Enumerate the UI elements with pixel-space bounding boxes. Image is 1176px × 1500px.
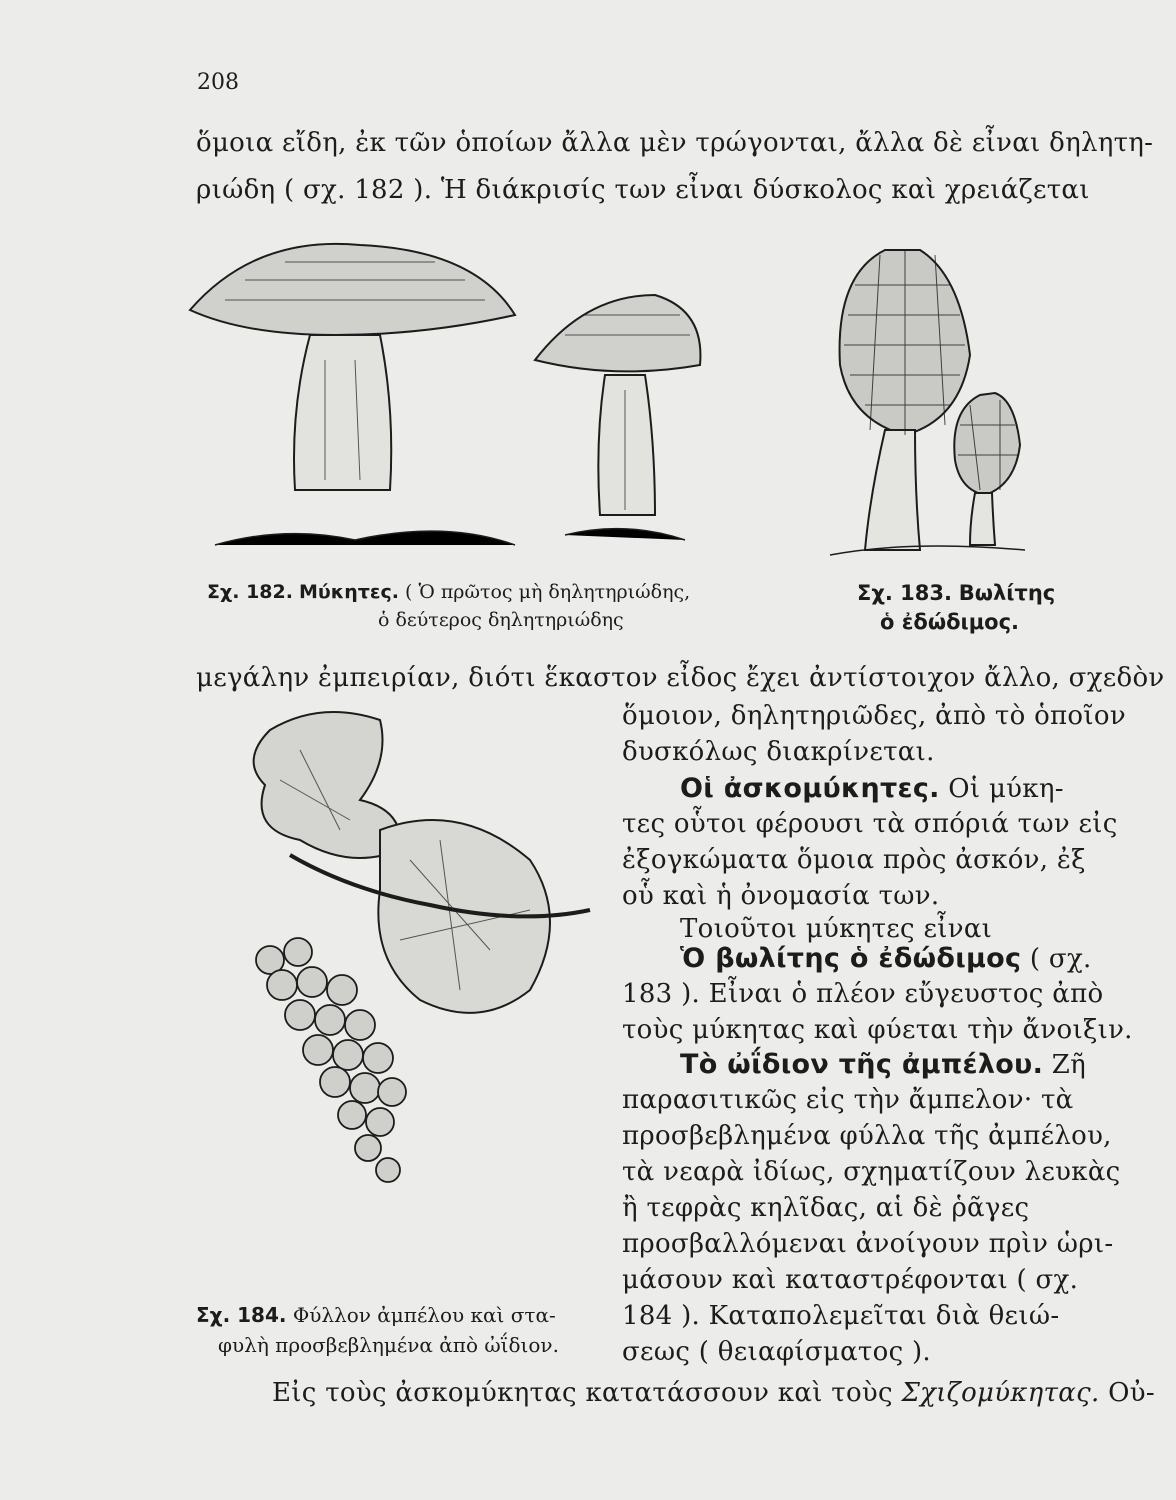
text-line-14 bbox=[680, 1049, 1086, 1080]
text-line-17: τὰ νεαρὰ ἰδίως, σχηματίζουν λευκὰς bbox=[622, 1157, 1121, 1187]
text-line-3: μεγάλην ἐμπειρίαν, διότι ἕκαστον εἶδος ἔχει ἀντίστοιχον ἄλλο, σχεδὸν bbox=[196, 663, 1165, 693]
text-line-12: 183 ). Εἶναι ὁ πλέον εὔγευστος ἀπὸ bbox=[622, 979, 1104, 1009]
figure-183-caption bbox=[857, 581, 1055, 605]
figure-182-label: Σχ. 182. bbox=[207, 581, 293, 603]
grape-leaf-illustration bbox=[230, 690, 615, 1210]
figure-184-label: Σχ. 184. bbox=[196, 1303, 287, 1327]
text-line-15: παρασιτικῶς εἰς τὴν ἄμπελον· τὰ bbox=[622, 1085, 1074, 1115]
text-line-10: Τοιοῦτοι μύκητες εἶναι bbox=[680, 914, 993, 944]
text-line-6-tail: Οἱ μύκη- bbox=[948, 774, 1064, 804]
text-line-18: ἢ τεφρὰς κηλῖδας, αἱ δὲ ῥᾶγες bbox=[622, 1193, 1030, 1223]
heading-oidium: Τὸ ὠΐδιον τῆς ἀμπέλου. bbox=[680, 1049, 1044, 1080]
text-line-13: τοὺς μύκητας καὶ φύεται τὴν ἄνοιξιν. bbox=[622, 1015, 1133, 1045]
figure-182-desc-2: ὁ δεύτερος δηλητηριώδης bbox=[378, 609, 624, 631]
text-line-11 bbox=[680, 943, 1092, 974]
text-line-22: σεως ( θειαφίσματος ). bbox=[622, 1337, 932, 1367]
morel-illustration bbox=[810, 245, 1035, 570]
figure-182-desc-1: ( Ὁ πρῶτος μὴ δηλητηριώδης, bbox=[405, 581, 691, 603]
text-line-19: προσβαλλόμεναι ἀνοίγουν πρὶν ὡρι- bbox=[622, 1229, 1114, 1259]
page-number: 208 bbox=[197, 70, 239, 95]
text-line-4: ὅμοιον, δηλητηριῶδες, ἀπὸ τὸ ὁποῖον bbox=[622, 701, 1126, 731]
text-line-last-c: Οὐ- bbox=[1108, 1378, 1155, 1408]
text-line-16: προσβεβλημένα φύλλα τῆς ἀμπέλου, bbox=[622, 1121, 1112, 1151]
figure-182-title: Μύκητες. bbox=[299, 581, 399, 603]
mushrooms-illustration bbox=[185, 240, 705, 560]
text-line-11-tail: ( σχ. bbox=[1029, 944, 1092, 974]
figure-184-caption bbox=[196, 1303, 556, 1327]
text-line-20: μάσουν καὶ καταστρέφονται ( σχ. bbox=[622, 1265, 1079, 1295]
text-line-6 bbox=[680, 773, 1064, 804]
text-line-last-a: Εἰς τοὺς ἀσκομύκητας κατατάσσουν καὶ τοὺς bbox=[272, 1378, 893, 1408]
text-line-7: τες οὗτοι φέρουσι τὰ σπόριά των εἰς bbox=[622, 809, 1118, 839]
figure-183-title: Βωλίτης bbox=[958, 581, 1056, 605]
figure-183-label: Σχ. 183. bbox=[857, 581, 952, 605]
text-line-2: ριώδη ( σχ. 182 ). Ἡ διάκρισίς των εἶναι δύσκολος καὶ χρειάζεται bbox=[196, 175, 1090, 205]
figure-184-desc-2: φυλὴ προσβεβλημένα ἀπὸ ὠΐδιον. bbox=[218, 1333, 559, 1357]
schizomycetes-term: Σχιζομύκητας. bbox=[901, 1378, 1100, 1408]
text-line-9: οὗ καὶ ἡ ὀνομασία των. bbox=[622, 881, 940, 911]
text-line-1: ὅμοια εἴδη, ἐκ τῶν ὁποίων ἄλλα μὲν τρώγονται, ἄλλα δὲ εἶναι δηλητη- bbox=[196, 128, 1154, 158]
figure-182-caption bbox=[207, 581, 690, 603]
figure-184-desc-1: Φύλλον ἀμπέλου καὶ στα- bbox=[292, 1303, 556, 1327]
figure-183-title-2: ὁ ἐδώδιμος. bbox=[880, 610, 1020, 634]
text-line-last bbox=[272, 1378, 1155, 1408]
text-line-14-tail: Ζῆ bbox=[1051, 1050, 1086, 1080]
heading-boletus: Ὁ βωλίτης ὁ ἐδώδιμος bbox=[680, 943, 1022, 974]
text-line-8: ἐξογκώματα ὅμοια πρὸς ἀσκόν, ἐξ bbox=[622, 845, 1086, 875]
text-line-21: 184 ). Καταπολεμεῖται διὰ θειώ- bbox=[622, 1301, 1060, 1331]
heading-ascomycetes: Οἱ ἀσκομύκητες. bbox=[680, 773, 940, 804]
text-line-5: δυσκόλως διακρίνεται. bbox=[622, 737, 935, 767]
